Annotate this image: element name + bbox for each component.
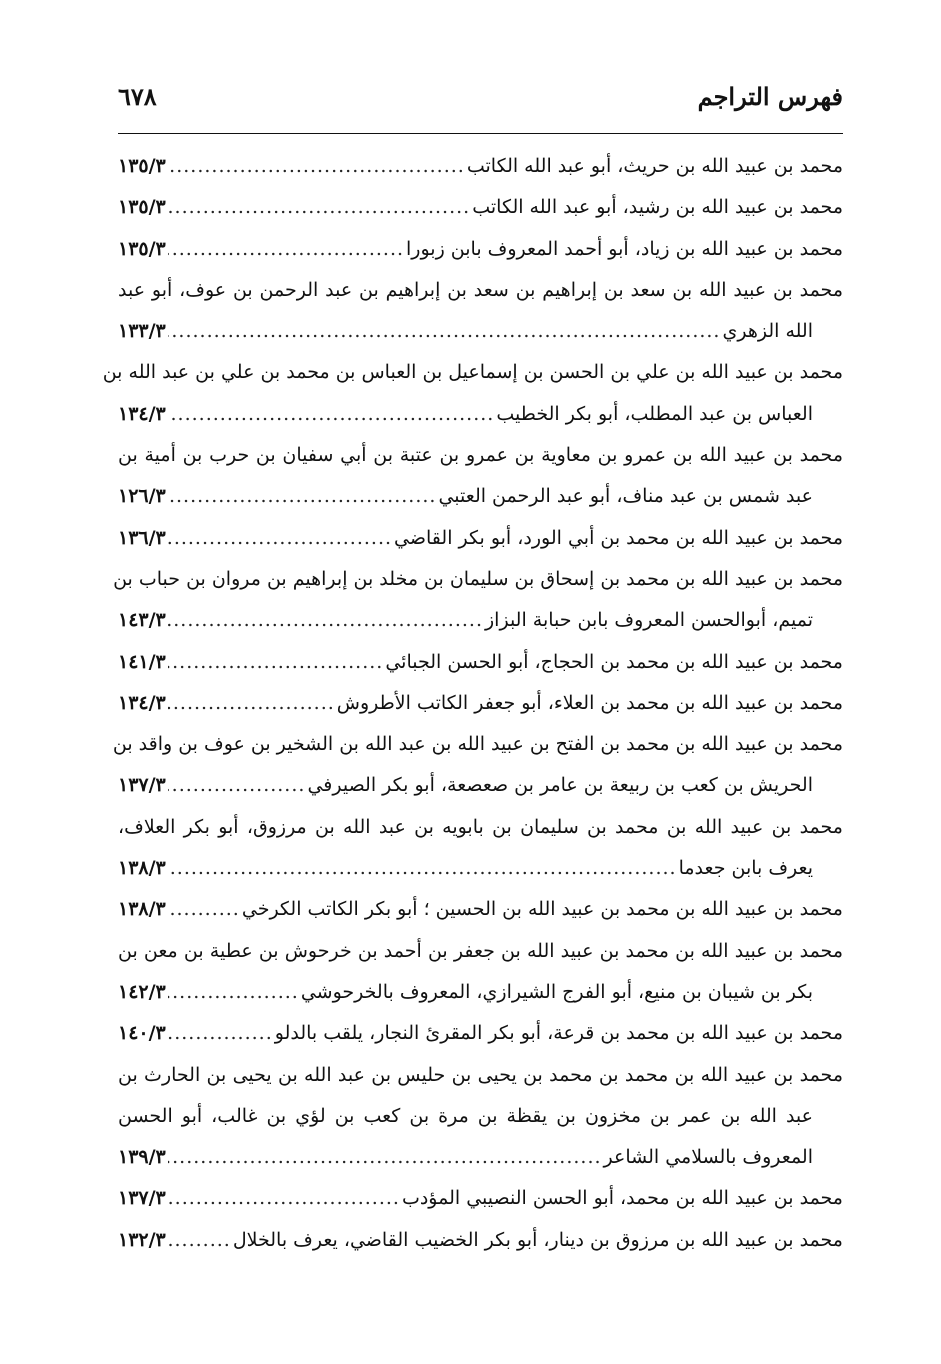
entry-text: محمد بن عبيد الله بن مرزوق بن دينار، أبو بكر الخضيب القاضي، يعرف بالخلال — [232, 1228, 843, 1251]
dot-leader — [168, 642, 384, 683]
entry-text: المعروف بالسلامي الشاعر — [603, 1146, 813, 1169]
volume-page-reference: ١٤٠/٣ — [118, 1022, 166, 1045]
index-entry — [118, 146, 843, 187]
volume-page-reference: ١٣٧/٣ — [118, 774, 166, 797]
entry-text: العباس بن عبد المطلب، أبو بكر الخطيب — [496, 402, 813, 425]
entry-text: عبد شمس بن عبد مناف، أبو عبد الرحمن العتبي — [438, 485, 813, 508]
entry-last-line — [118, 889, 843, 930]
entry-last-line — [118, 1137, 843, 1178]
volume-page-reference: ١٣٦/٣ — [118, 526, 166, 549]
volume-page-reference: ١٤٢/٣ — [118, 980, 166, 1003]
page-number: ٦٧٨ — [118, 82, 157, 111]
entry-line: محمد بن عبيد الله بن علي بن الحسن بن إسماعيل بن العباس بن محمد بن علي بن عبد الله بن — [102, 361, 843, 384]
index-entry — [118, 889, 843, 930]
volume-page-reference: ١٣٢/٣ — [118, 1228, 166, 1251]
entry-line: محمد بن عبيد الله بن محمد بن إسحاق بن سليمان بن مخلد بن إبراهيم بن مروان بن حباب بن — [113, 567, 843, 590]
entry-last-line — [118, 229, 843, 270]
entry-last-line — [118, 394, 843, 435]
index-entry — [118, 807, 843, 890]
volume-page-reference: ١٢٦/٣ — [118, 485, 166, 508]
index-entry — [118, 229, 843, 270]
dot-leader — [168, 765, 306, 806]
entry-text: يعرف بابن جعدما — [678, 857, 813, 880]
index-entry — [118, 270, 843, 353]
index-entry — [102, 352, 843, 435]
index-entry — [118, 518, 843, 559]
entry-line: محمد بن عبيد الله بن محمد بن عبيد الله بن جعفر بن أحمد بن خرحوش بن عطية بن معن بن — [118, 939, 843, 962]
index-entry — [118, 1220, 843, 1261]
dot-leader — [168, 972, 299, 1013]
volume-page-reference: ١٣٧/٣ — [118, 1187, 166, 1210]
entry-last-line — [118, 972, 843, 1013]
dot-leader — [168, 600, 483, 641]
dot-leader — [168, 1013, 273, 1054]
header-rule — [118, 133, 843, 134]
entry-line: محمد بن عبيد الله بن محمد بن الفتح بن عبيد الله بن عبد الله بن الشخير بن عوف بن واقد بن — [112, 733, 843, 756]
volume-page-reference: ١٤١/٣ — [118, 650, 166, 673]
entry-last-line — [118, 600, 843, 641]
page-header — [118, 82, 843, 122]
entry-last-line — [118, 848, 843, 889]
entry-last-line — [118, 765, 843, 806]
index-entry — [118, 683, 843, 724]
volume-page-reference: ١٣٩/٣ — [118, 1146, 166, 1169]
entry-line: عبد الله بن عمر بن مخزون بن يقظة بن مرة بن كعب بن لؤي بن غالب، أبو الحسن — [118, 1104, 813, 1127]
entry-last-line — [118, 187, 843, 228]
entry-line: محمد بن عبيد الله بن عمرو بن معاوية بن عمرو بن عتبة بن أبي سفيان بن حرب بن أمية بن — [118, 444, 843, 467]
entry-text: محمد بن عبيد الله بن محمد بن أبي الورد، أبو بكر القاضي — [394, 526, 843, 549]
dot-leader — [168, 1137, 602, 1178]
volume-page-reference: ١٣٥/٣ — [118, 237, 166, 260]
index-entry — [113, 559, 843, 642]
volume-page-reference: ١٤٣/٣ — [118, 609, 166, 632]
entry-text: محمد بن عبيد الله بن محمد بن عبيد الله بن الحسين ؛ أبو بكر الكاتب الكرخي — [241, 898, 843, 921]
entry-last-line — [118, 311, 843, 352]
volume-page-reference: ١٣٥/٣ — [118, 196, 166, 219]
volume-page-reference: ١٣٥/٣ — [118, 155, 166, 177]
entry-last-line — [118, 518, 843, 559]
entry-text: بكر بن شيبان بن منيع، أبو الفرج الشيرازي، المعروف بالخرحوشي — [300, 980, 813, 1003]
entry-text: محمد بن عبيد الله بن محمد بن قرعة، أبو بكر المقرئ النجار، يلقب بالدلو — [274, 1022, 843, 1045]
dot-leader — [168, 187, 470, 228]
entry-text: الله الزهري — [722, 320, 813, 343]
entry-text: محمد بن عبيد الله بن محمد، أبو الحسن النصيبي المؤدب — [401, 1187, 843, 1210]
dot-leader — [168, 476, 437, 517]
dot-leader — [168, 229, 404, 270]
index-entry — [118, 435, 843, 518]
entry-line: محمد بن عبيد الله بن محمد بن محمد بن يحيى بن حليس بن عبد الله بن يحيى بن الحارث بن — [118, 1063, 843, 1086]
index-entry — [118, 1178, 843, 1219]
dot-leader — [168, 146, 465, 187]
dot-leader — [168, 1178, 400, 1219]
index-entry — [118, 1055, 843, 1179]
volume-page-reference: ١٣٨/٣ — [118, 857, 166, 880]
dot-leader — [168, 518, 392, 559]
dot-leader — [168, 848, 677, 889]
volume-page-reference: ١٣٣/٣ — [118, 320, 166, 343]
volume-page-reference: ١٣٨/٣ — [118, 898, 166, 921]
entry-text: محمد بن عبيد الله بن محمد بن الحجاج، أبو الحسن الجبائي — [385, 650, 843, 673]
entry-text: محمد بن عبيد الله بن حريث، أبو عبد الله الكاتب — [466, 155, 843, 177]
entry-last-line — [118, 1013, 843, 1054]
entry-last-line — [118, 1220, 843, 1261]
dot-leader — [168, 889, 240, 930]
dot-leader — [168, 1220, 231, 1261]
dot-leader — [168, 394, 495, 435]
dot-leader — [168, 683, 335, 724]
entry-text: محمد بن عبيد الله بن رشيد، أبو عبد الله الكاتب — [472, 196, 843, 219]
entry-text: محمد بن عبيد الله بن محمد بن العلاء، أبو جعفر الكاتب الأطروش — [336, 691, 843, 714]
index-entry — [118, 1013, 843, 1054]
dot-leader — [168, 311, 721, 352]
entry-text: الحريش بن كعب بن ربيعة بن عامر بن صعصعة، أبو بكر الصيرفي — [307, 774, 813, 797]
entry-text: تميم، أبوالحسن المعروف بابن حبابة البزاز — [485, 609, 813, 632]
entry-last-line — [118, 683, 843, 724]
entry-last-line — [118, 476, 843, 517]
index-entry — [118, 931, 843, 1014]
entry-last-line — [118, 642, 843, 683]
running-title: فهرس التراجم — [697, 82, 843, 111]
volume-page-reference: ١٣٤/٣ — [118, 691, 166, 714]
index-entry — [118, 187, 843, 228]
entry-line: محمد بن عبيد الله بن محمد بن سليمان بن بابويه بن عبد الله بن مرزوق، أبو بكر العلاف، — [118, 815, 843, 838]
entry-text: محمد بن عبيد الله بن زياد، أبو أحمد المعروف بابن زبورا — [406, 237, 843, 260]
index-entry — [118, 642, 843, 683]
entry-last-line — [118, 146, 843, 187]
entry-last-line — [118, 1178, 843, 1219]
index-entries — [102, 146, 843, 1261]
volume-page-reference: ١٣٤/٣ — [118, 402, 166, 425]
index-entry — [112, 724, 843, 807]
entry-line: محمد بن عبيد الله بن سعد بن إبراهيم بن سعد بن إبراهيم بن عبد الرحمن بن عوف، أبو عبد — [118, 278, 843, 301]
